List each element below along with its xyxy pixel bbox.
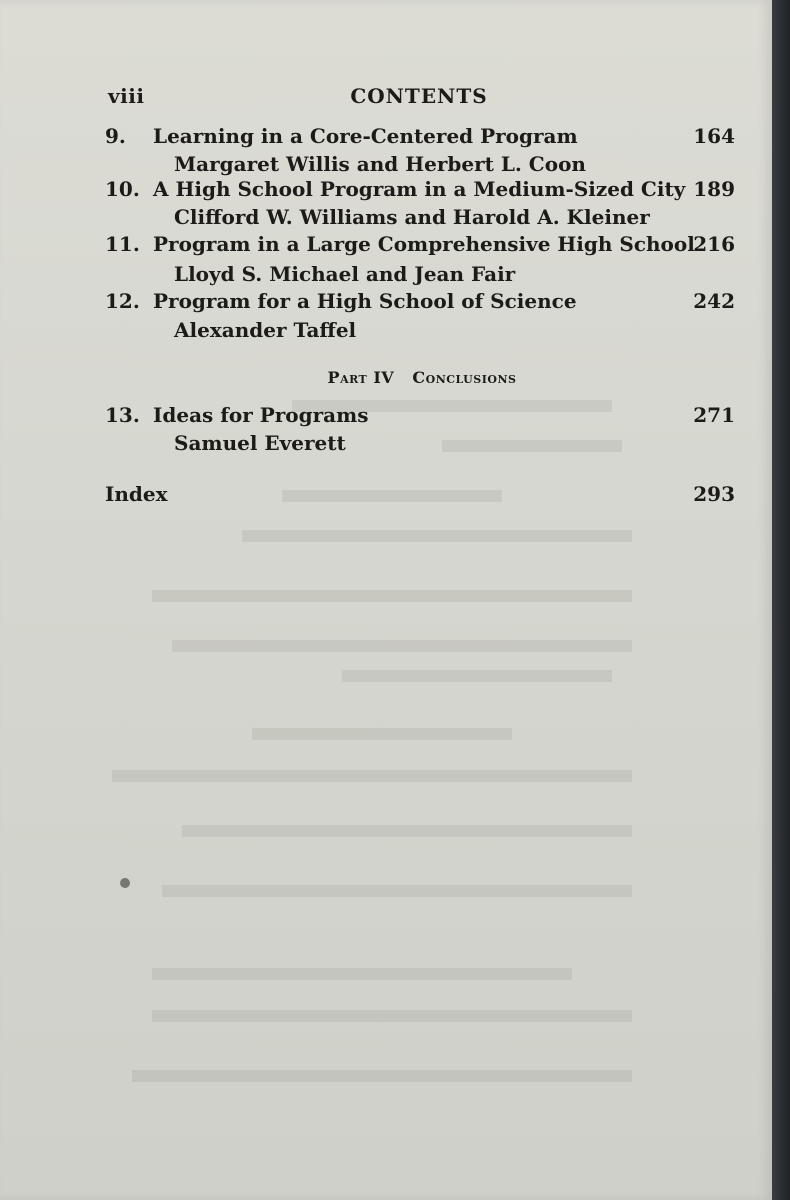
entry-author: Lloyd S. Michael and Jean Fair [174,262,516,286]
entry-author: Clifford W. Williams and Harold A. Kleiner [174,205,650,229]
entry-page: 242 [693,289,735,313]
page-header [0,82,772,112]
entry-author: Samuel Everett [174,431,346,455]
entry-page: 216 [693,232,735,256]
entry-title: Ideas for Programs [153,403,369,427]
entry-author: Margaret Willis and Herbert L. Coon [174,152,586,176]
entry-title: Learning in a Core-Centered Program [153,124,578,148]
toc-entry [0,232,772,264]
entry-page: 271 [693,403,735,427]
part-heading-label: Part IV Conclusions [327,368,517,387]
index-label: Index [105,482,168,506]
toc-entry [0,403,772,435]
entry-title: Program in a Large Comprehensive High School [153,232,695,256]
entry-author: Alexander Taffel [174,318,357,342]
toc-entry [0,289,772,321]
entry-number: 11. [105,232,140,256]
running-head: CONTENTS [350,84,488,108]
entry-page: 164 [693,124,735,148]
page-folio: viii [108,84,145,108]
entry-title: A High School Program in a Medium-Sized City [153,177,686,201]
entry-number: 13. [105,403,140,427]
book-edge [772,0,790,1200]
entry-title: Program for a High School of Science [153,289,577,313]
entry-page: 189 [693,177,735,201]
entry-number: 10. [105,177,140,201]
index-page: 293 [693,482,735,506]
page-speck [120,878,130,888]
entry-number: 9. [105,124,126,148]
entry-number: 12. [105,289,140,313]
part-heading [0,368,790,387]
